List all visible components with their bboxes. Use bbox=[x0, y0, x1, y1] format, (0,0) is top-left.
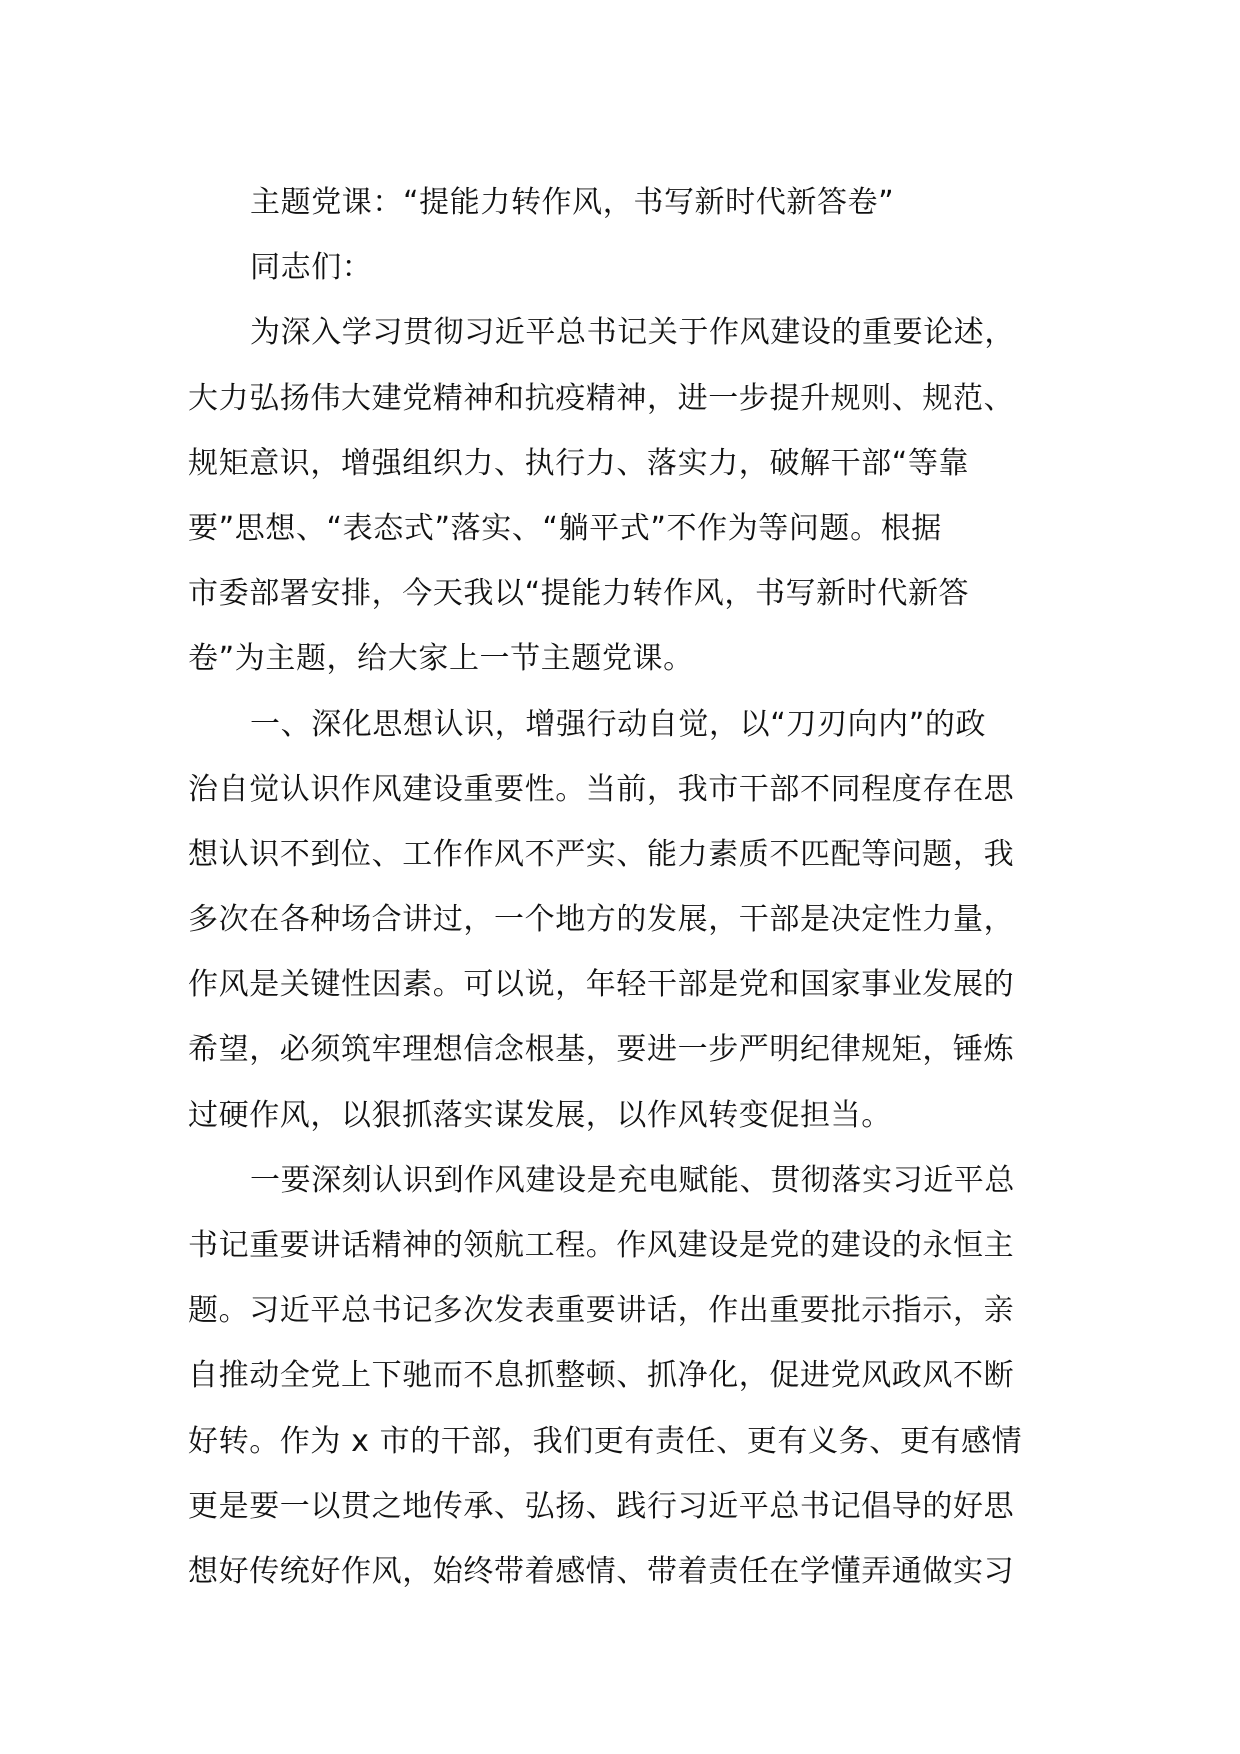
text-line: 想好传统好作风，始终带着感情、带着责任在学懂弄通做实习 bbox=[188, 1553, 1015, 1589]
text-line: 卷”为主题，给大家上一节主题党课。 bbox=[188, 641, 694, 677]
text-line: 想认识不到位、工作作风不严实、能力素质不匹配等问题，我 bbox=[188, 836, 1015, 872]
text-line: 书记重要讲话精神的领航工程。作风建设是党的建设的永恒主 bbox=[188, 1228, 1015, 1263]
text-line: 为深入学习贯彻习近平总书记关于作风建设的重要论述， bbox=[250, 315, 1015, 351]
text-line: 过硬作风，以狠抓落实谋发展，以作风转变促担当。 bbox=[188, 1097, 892, 1133]
text-line: 多次在各种场合讲过，一个地方的发展，干部是决定性力量， bbox=[188, 902, 1015, 938]
text-line: 自推动全党上下驰而不息抓整顿、抓净化，促进党风政风不断 bbox=[188, 1358, 1015, 1394]
salutation: 同志们： bbox=[250, 250, 373, 286]
text-line: 规矩意识，增强组织力、执行力、落实力，破解干部“等靠 bbox=[188, 445, 970, 481]
section-heading-1: 一、深化思想认识，增强行动自觉，以“刀刃向内”的政 bbox=[250, 706, 987, 742]
document-body bbox=[188, 170, 1054, 1604]
text-line: 要”思想、“表态式”落实、“躺平式”不作为等问题。根据 bbox=[188, 510, 942, 546]
document-title: 主题党课：“提能力转作风，书写新时代新答卷” bbox=[250, 185, 895, 220]
text-line: 大力弘扬伟大建党精神和抗疫精神，进一步提升规则、规范、 bbox=[188, 380, 1015, 416]
text-line: 好转。作为 x 市的干部，我们更有责任、更有义务、更有感情 bbox=[188, 1423, 1023, 1459]
text-line: 希望，必须筑牢理想信念根基，要进一步严明纪律规矩，锤炼 bbox=[188, 1032, 1015, 1068]
text-line: 市委部署安排，今天我以“提能力转作风，书写新时代新答 bbox=[188, 576, 970, 612]
text-line: 题。习近平总书记多次发表重要讲话，作出重要批示指示，亲 bbox=[188, 1293, 1015, 1329]
text-line: 治自觉认识作风建设重要性。当前，我市干部不同程度存在思 bbox=[188, 771, 1015, 807]
subsection-heading-1: 一要深刻认识到作风建设是充电赋能、贯彻落实习近平总 bbox=[250, 1162, 1015, 1198]
text-line: 作风是关键性因素。可以说，年轻干部是党和国家事业发展的 bbox=[188, 967, 1015, 1003]
text-line: 更是要一以贯之地传承、弘扬、践行习近平总书记倡导的好思 bbox=[188, 1488, 1015, 1524]
